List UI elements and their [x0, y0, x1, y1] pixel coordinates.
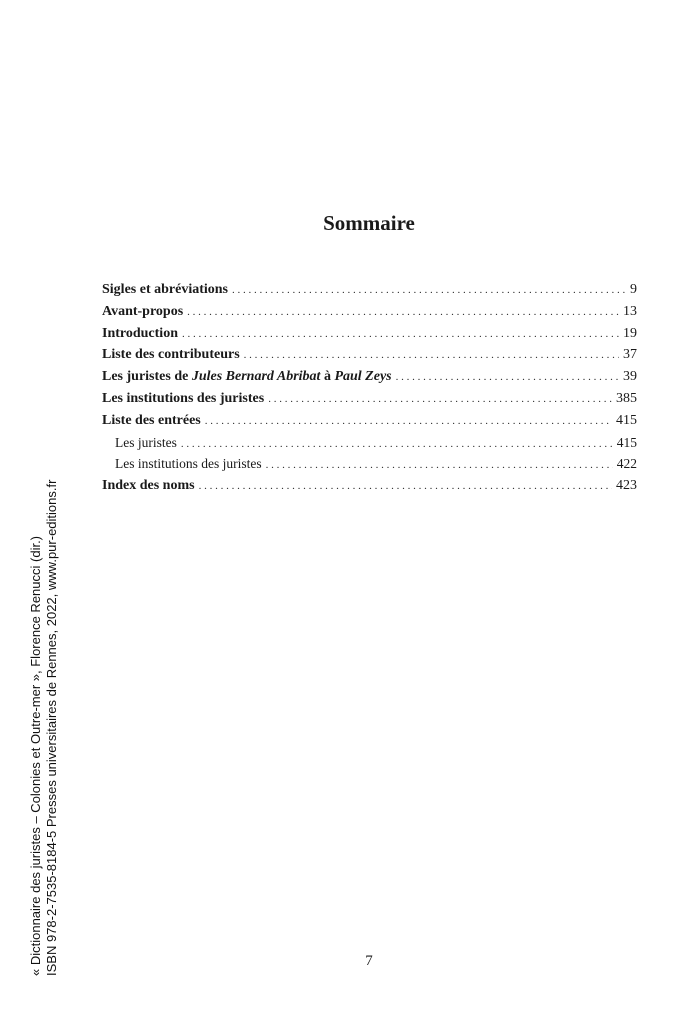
side-copyright-note [28, 456, 60, 976]
toc-entry-page: 415 [616, 412, 637, 428]
toc-entry-avant-propos [102, 304, 637, 326]
toc-entry-page: 13 [623, 303, 637, 319]
toc-entry-introduction [102, 326, 637, 348]
toc-subentry-institutions [102, 456, 637, 478]
page-title: Sommaire [323, 211, 415, 235]
toc-entry-label [102, 369, 392, 385]
table-of-contents [102, 282, 637, 500]
toc-entry-index [102, 478, 637, 500]
label-part-italic: Jules Bernard Abribat [191, 369, 321, 385]
toc-entry-contributeurs [102, 347, 637, 369]
toc-entry-page: 37 [623, 347, 637, 363]
toc-entry-juristes [102, 369, 637, 391]
side-note-line: ISBN 978-2-7535-8184-5 Presses universitaires de Rennes, 2022, www.pur-editions.fr [44, 479, 59, 976]
label-part-italic: Paul Zeys [334, 369, 392, 385]
toc-entry-page: 39 [623, 369, 637, 385]
toc-entry-page: 19 [623, 325, 637, 341]
dot-leader [232, 284, 626, 296]
toc-entry-label: Les institutions des juristes [102, 390, 265, 406]
label-part: Les juristes de [102, 369, 192, 385]
toc-entry-page: 9 [630, 282, 637, 297]
dot-leader [244, 349, 619, 361]
dot-leader [266, 459, 613, 471]
label-part: à [320, 369, 335, 385]
toc-entry-label: Index des noms [102, 478, 195, 494]
dot-leader [199, 480, 612, 492]
side-note-line: « Dictionnaire des juristes – Colonies et Outre-mer », Florence Renucci (dir.) [28, 535, 43, 976]
dot-leader [205, 415, 612, 427]
toc-entry-label: Sigles et abréviations [102, 282, 228, 297]
toc-entry-label: Liste des contributeurs [102, 347, 240, 363]
toc-entry-label: Les juristes [115, 434, 177, 450]
dot-leader [182, 328, 619, 340]
dot-leader [396, 371, 619, 383]
toc-subentry-juristes [102, 435, 637, 457]
toc-entry-liste-entrees [102, 413, 637, 435]
dot-leader [181, 438, 613, 450]
toc-entry-label: Les institutions des juristes [115, 456, 262, 472]
toc-entry-label: Introduction [102, 325, 178, 341]
dot-leader [268, 393, 612, 405]
toc-entry-label: Avant-propos [102, 303, 184, 319]
dot-leader [187, 306, 619, 318]
toc-entry-institutions [102, 391, 637, 413]
toc-entry-page: 415 [616, 434, 637, 450]
toc-entry-page: 423 [616, 478, 637, 494]
page-number: 7 [365, 953, 373, 969]
toc-entry-sigles [102, 282, 637, 304]
toc-entry-page: 422 [616, 456, 637, 472]
toc-entry-label: Liste des entrées [102, 412, 201, 428]
toc-entry-page: 385 [616, 390, 637, 406]
